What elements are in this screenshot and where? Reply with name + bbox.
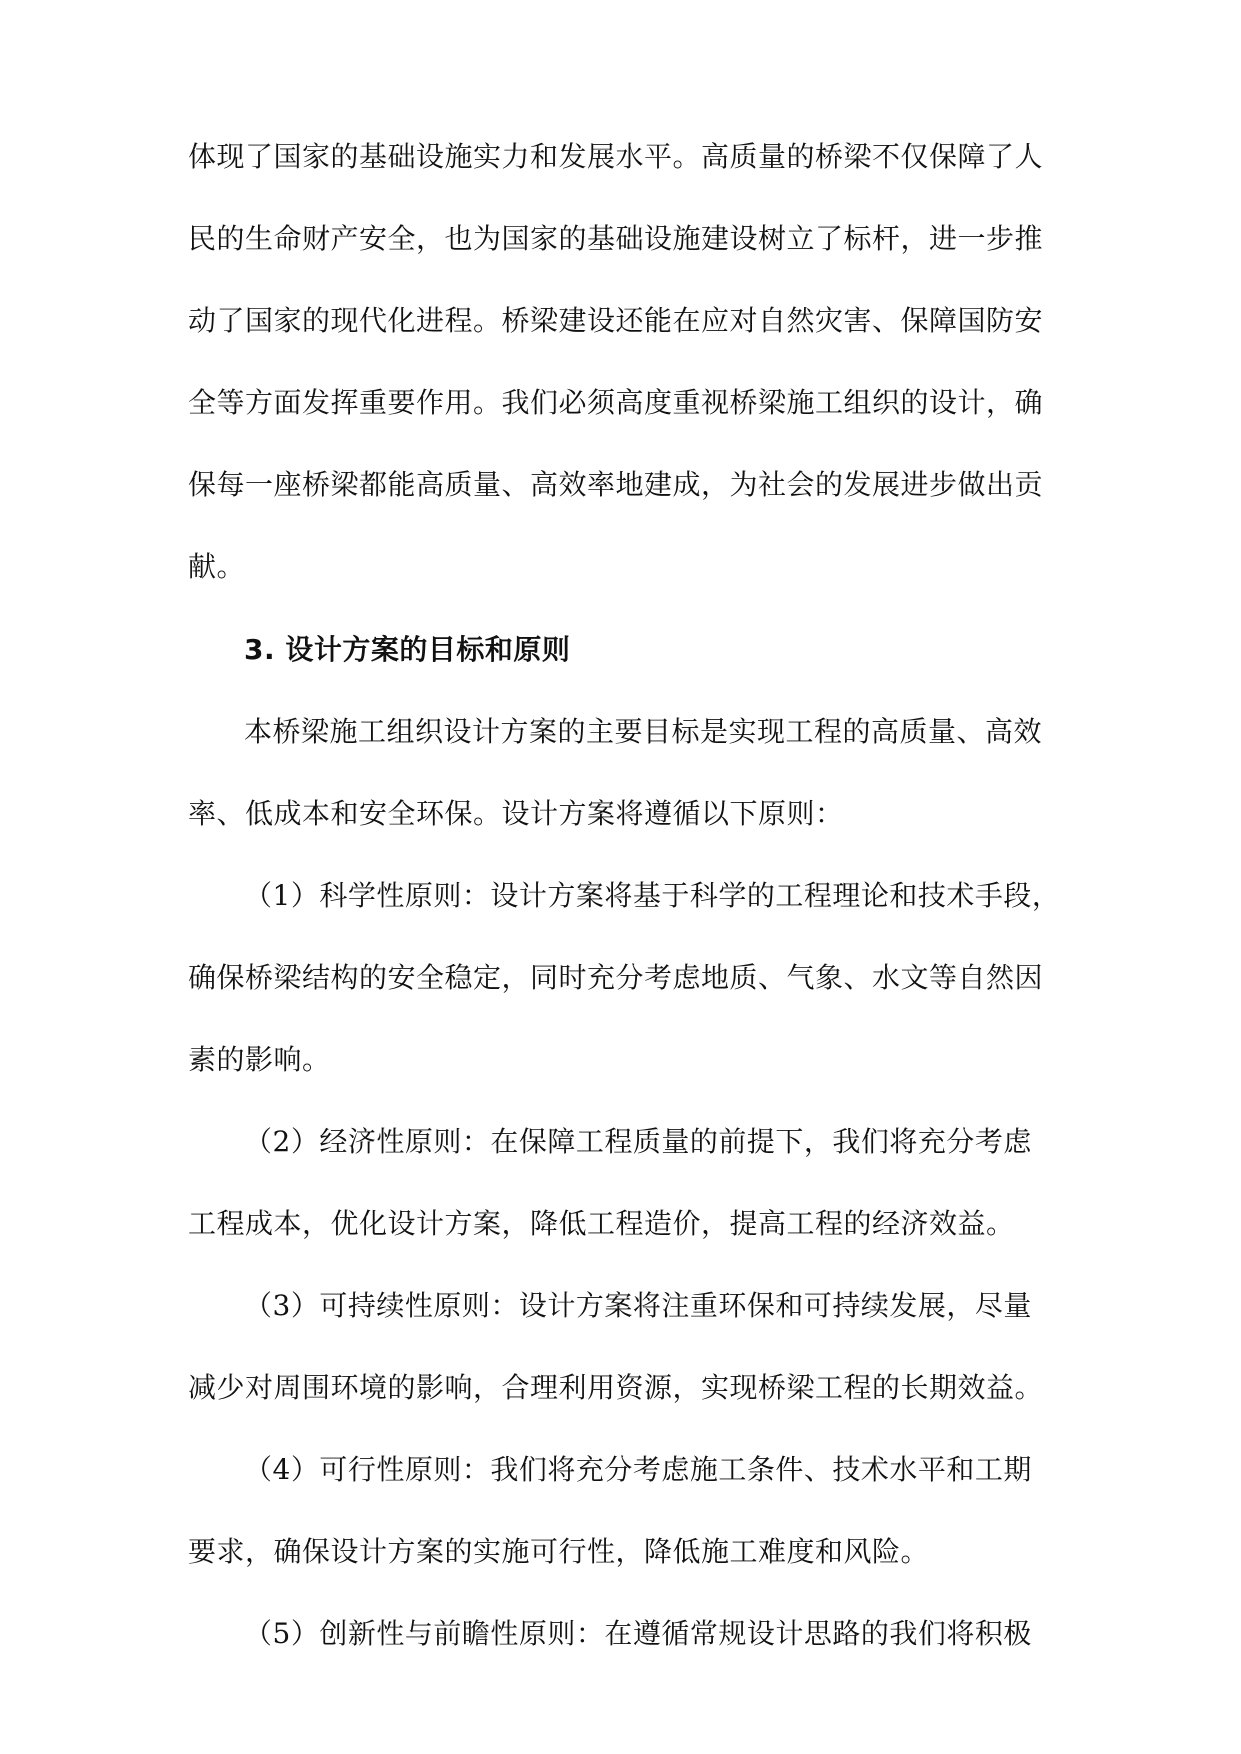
section-heading: 3. 设计方案的目标和原则 <box>244 633 571 666</box>
paragraph-line: （5）创新性与前瞻性原则：在遵循常规设计思路的我们将积极 <box>244 1617 1032 1650</box>
paragraph-line: 全等方面发挥重要作用。我们必须高度重视桥梁施工组织的设计，确 <box>188 386 1044 419</box>
objective-paragraph <box>188 691 1054 855</box>
paragraph-line: （3）可持续性原则：设计方案将注重环保和可持续发展，尽量 <box>244 1289 1032 1322</box>
paragraph-line: 素的影响。 <box>188 1043 331 1076</box>
principle-item <box>188 1265 1054 1429</box>
principle-item <box>188 1593 1054 1675</box>
paragraph-line: 体现了国家的基础设施实力和发展水平。高质量的桥梁不仅保障了人 <box>188 140 1044 173</box>
paragraph-line: （4）可行性原则：我们将充分考虑施工条件、技术水平和工期 <box>244 1453 1032 1486</box>
principle-item <box>188 1101 1054 1265</box>
paragraph-line: 减少对周围环境的影响，合理利用资源，实现桥梁工程的长期效益。 <box>188 1371 1044 1404</box>
principle-item <box>188 855 1061 1101</box>
principle-item <box>188 1429 1054 1593</box>
paragraph-line: 本桥梁施工组织设计方案的主要目标是实现工程的高质量、高效 <box>244 715 1043 748</box>
paragraph-line: （2）经济性原则：在保障工程质量的前提下，我们将充分考虑 <box>244 1125 1032 1158</box>
paragraph-line: 工程成本，优化设计方案，降低工程造价，提高工程的经济效益。 <box>188 1207 1015 1240</box>
paragraph-line: 民的生命财产安全，也为国家的基础设施建设树立了标杆，进一步推 <box>188 222 1044 255</box>
paragraph-line: 率、低成本和安全环保。设计方案将遵循以下原则： <box>188 797 844 830</box>
paragraph-line: 保每一座桥梁都能高质量、高效率地建成，为社会的发展进步做出贡 <box>188 468 1044 501</box>
intro-paragraph <box>188 116 1054 608</box>
paragraph-line: 要求，确保设计方案的实施可行性，降低施工难度和风险。 <box>188 1535 930 1568</box>
paragraph-line: 动了国家的现代化进程。桥梁建设还能在应对自然灾害、保障国防安 <box>188 304 1044 337</box>
paragraph-line: 确保桥梁结构的安全稳定，同时充分考虑地质、气象、水文等自然因 <box>188 961 1044 994</box>
paragraph-line: 献。 <box>188 550 246 583</box>
paragraph-line: （1）科学性原则：设计方案将基于科学的工程理论和技术手段， <box>244 879 1061 912</box>
